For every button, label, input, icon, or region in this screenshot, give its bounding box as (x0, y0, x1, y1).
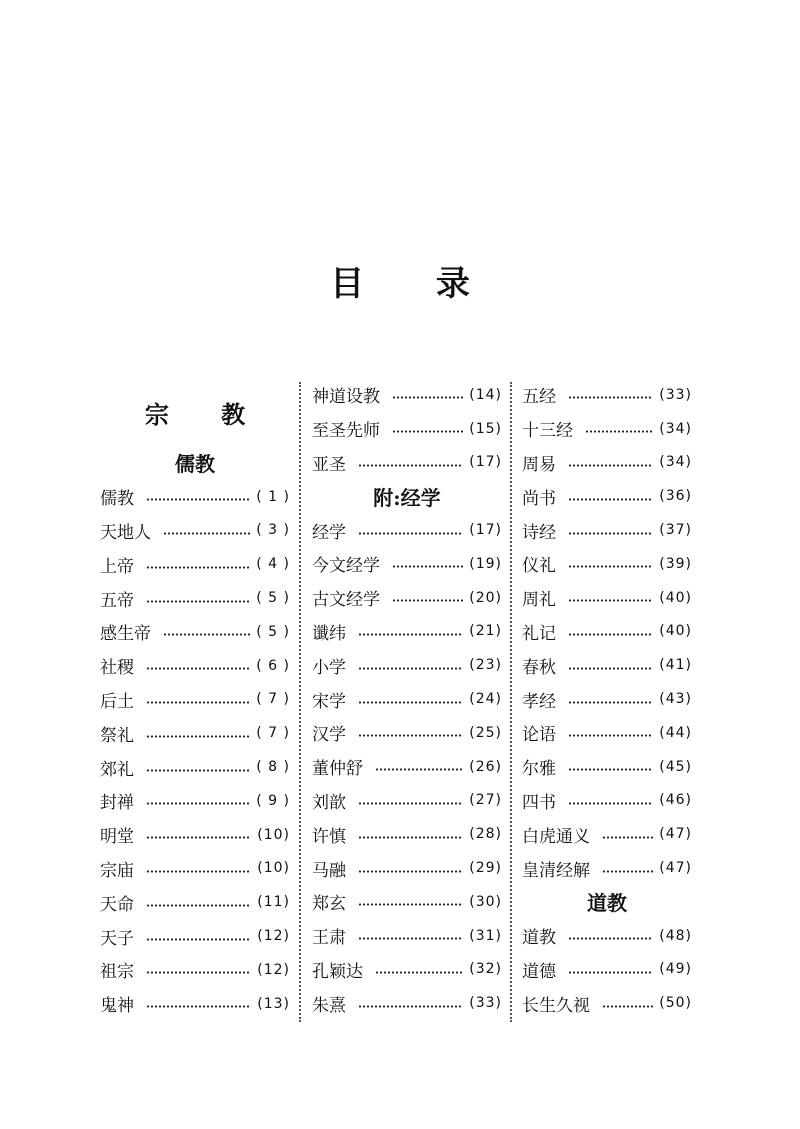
dot-leader (358, 902, 463, 907)
entry-page-number: (44) (659, 724, 692, 741)
toc-entry[interactable] (312, 513, 502, 547)
dot-leader (163, 531, 250, 536)
entry-page-number: (17) (469, 454, 502, 471)
toc-entry[interactable] (522, 851, 692, 885)
entry-page-number: (33) (659, 386, 692, 403)
entry-page-number: (27) (469, 792, 502, 809)
entry-page-number: (48) (659, 927, 692, 944)
dot-leader (358, 531, 463, 536)
entry-page-number: (37) (659, 522, 692, 539)
toc-entry[interactable] (522, 412, 692, 446)
entry-title: 许慎 (312, 826, 346, 847)
dot-leader (163, 632, 250, 637)
entry-page-number: (10) (257, 860, 290, 877)
toc-entry[interactable] (522, 716, 692, 750)
toc-entry[interactable] (100, 649, 290, 683)
entry-title: 汉学 (312, 725, 346, 746)
dot-leader (568, 700, 653, 705)
toc-entry[interactable] (312, 412, 502, 446)
entry-page-number: (49) (659, 961, 692, 978)
dot-leader (568, 767, 653, 772)
entry-page-number: (15) (469, 420, 502, 437)
entry-page-number: (26) (469, 758, 502, 775)
toc-entry[interactable] (522, 446, 692, 480)
entry-title: 道德 (522, 961, 556, 982)
entry-page-number: (25) (469, 724, 502, 741)
entry-title: 十三经 (522, 421, 573, 442)
entry-title: 四书 (522, 792, 556, 813)
entry-title: 儒教 (100, 489, 134, 510)
entry-title: 皇清经解 (522, 860, 590, 881)
entry-page-number: (28) (469, 826, 502, 843)
toc-entry[interactable] (312, 851, 502, 885)
dot-leader (568, 936, 653, 941)
section-heading: 附:经学 (373, 485, 441, 510)
toc-entry[interactable] (312, 986, 502, 1020)
toc-entry[interactable] (522, 615, 692, 649)
entry-page-number: (30) (469, 893, 502, 910)
entry-page-number: (19) (469, 555, 502, 572)
toc-entry[interactable] (100, 683, 290, 717)
toc-entry[interactable] (100, 615, 290, 649)
entry-page-number: (34) (659, 454, 692, 471)
dot-leader (146, 970, 251, 975)
toc-entry[interactable] (522, 378, 692, 412)
entry-title: 五经 (522, 387, 556, 408)
dot-leader (146, 937, 251, 942)
dot-leader (568, 801, 653, 806)
toc-entry[interactable] (312, 615, 502, 649)
toc-entry[interactable] (522, 817, 692, 851)
toc-entry[interactable] (100, 547, 290, 581)
entry-page-number: ( 6 ) (256, 657, 290, 674)
entry-title: 封禅 (100, 793, 134, 814)
entry-title: 仪礼 (522, 556, 556, 577)
dot-leader (358, 1004, 463, 1009)
entry-title: 明堂 (100, 827, 134, 848)
entry-title: 王肃 (312, 928, 346, 949)
entry-page-number: ( 4 ) (256, 556, 290, 573)
entry-title: 朱熹 (312, 995, 346, 1016)
dot-leader (146, 903, 251, 908)
entry-title: 五帝 (100, 590, 134, 611)
entry-page-number: ( 3 ) (256, 522, 290, 539)
page-title: 目 录 (330, 264, 500, 304)
toc-entry[interactable] (522, 547, 692, 581)
column-divider (299, 382, 301, 1022)
entry-page-number: ( 7 ) (256, 691, 290, 708)
dot-leader (146, 768, 250, 773)
section-heading: 道教 (587, 891, 627, 916)
toc-entry[interactable] (100, 716, 290, 750)
toc-entry[interactable] (312, 547, 502, 581)
entry-page-number: ( 9 ) (256, 792, 290, 809)
entry-title: 感生帝 (100, 624, 151, 645)
toc-entry[interactable] (312, 716, 502, 750)
entry-page-number: (41) (659, 657, 692, 674)
dot-leader (568, 632, 653, 637)
dot-leader (358, 666, 463, 671)
entry-title: 天命 (100, 894, 134, 915)
dot-leader (375, 767, 463, 772)
dot-leader (146, 1004, 251, 1009)
entry-title: 周易 (522, 454, 556, 475)
dot-leader (392, 395, 463, 400)
toc-entry[interactable] (522, 953, 692, 987)
dot-leader (568, 970, 653, 975)
dot-leader (392, 564, 463, 569)
toc-entry[interactable] (312, 784, 502, 818)
entry-page-number: (47) (659, 826, 692, 843)
entry-page-number: (11) (257, 894, 290, 911)
entry-title: 春秋 (522, 657, 556, 678)
entry-page-number: (40) (659, 589, 692, 606)
toc-entry[interactable] (100, 953, 290, 987)
entry-title: 小学 (312, 657, 346, 678)
entry-title: 天地人 (100, 522, 151, 543)
entry-page-number: (39) (659, 555, 692, 572)
entry-title: 祖宗 (100, 962, 134, 983)
toc-entry[interactable] (100, 750, 290, 784)
toc-entry[interactable] (100, 885, 290, 919)
entry-title: 长生久视 (522, 995, 590, 1016)
entry-title: 郊礼 (100, 759, 134, 780)
toc-entry[interactable] (522, 784, 692, 818)
toc-entry[interactable] (312, 953, 502, 987)
entry-page-number: (24) (469, 691, 502, 708)
toc-entry[interactable] (100, 514, 290, 548)
part-heading: 宗 教 (144, 399, 268, 429)
entry-page-number: (13) (257, 995, 290, 1012)
entry-title: 鬼神 (100, 996, 134, 1017)
dot-leader (568, 395, 653, 400)
entry-page-number: (10) (257, 826, 290, 843)
entry-title: 宋学 (312, 691, 346, 712)
entry-title: 社稷 (100, 658, 134, 679)
entry-title: 道教 (522, 928, 556, 949)
dot-leader (392, 598, 463, 603)
entry-title: 论语 (522, 725, 556, 746)
entry-page-number: ( 5 ) (256, 623, 290, 640)
dot-leader (375, 970, 463, 975)
toc-entry[interactable] (100, 919, 290, 953)
entry-page-number: (40) (659, 623, 692, 640)
dot-leader (568, 497, 653, 502)
entry-title: 刘歆 (312, 792, 346, 813)
entry-title: 郑玄 (312, 894, 346, 915)
entry-page-number: (50) (659, 995, 692, 1012)
toc-entry[interactable] (312, 648, 502, 682)
entry-page-number: (21) (469, 623, 502, 640)
toc-entry[interactable] (312, 446, 502, 480)
entry-page-number: (32) (469, 961, 502, 978)
entry-page-number: (46) (659, 792, 692, 809)
dot-leader (146, 599, 250, 604)
entry-title: 后土 (100, 691, 134, 712)
toc-entry[interactable] (312, 378, 502, 412)
entry-page-number: (34) (659, 420, 692, 437)
entry-page-number: (14) (469, 386, 502, 403)
entry-page-number: (36) (659, 488, 692, 505)
entry-title: 天子 (100, 928, 134, 949)
dot-leader (358, 733, 463, 738)
dot-leader (146, 497, 250, 502)
entry-title: 白虎通义 (522, 826, 590, 847)
toc-entry[interactable] (312, 682, 502, 716)
entry-title: 孔颖达 (312, 961, 363, 982)
dot-leader (392, 429, 463, 434)
toc-entry[interactable] (522, 479, 692, 513)
toc-column-3 (522, 378, 692, 1020)
entry-title: 谶纬 (312, 623, 346, 644)
dot-leader (358, 632, 463, 637)
dot-leader (358, 463, 463, 468)
dot-leader (358, 801, 463, 806)
dot-leader (358, 700, 463, 705)
entry-page-number: ( 5 ) (256, 590, 290, 607)
dot-leader (358, 835, 463, 840)
entry-page-number: (17) (469, 522, 502, 539)
toc-entry[interactable] (312, 885, 502, 919)
dot-leader (146, 869, 251, 874)
entry-page-number: (29) (469, 860, 502, 877)
entry-title: 至圣先师 (312, 421, 380, 442)
toc-entry[interactable] (312, 581, 502, 615)
dot-leader (568, 564, 653, 569)
dot-leader (568, 531, 653, 536)
dot-leader (602, 869, 653, 874)
toc-entry[interactable] (522, 750, 692, 784)
entry-page-number: (12) (257, 928, 290, 945)
toc-entry[interactable] (522, 919, 692, 953)
entry-page-number: (23) (469, 657, 502, 674)
toc-entry[interactable] (312, 817, 502, 851)
entry-page-number: (31) (469, 927, 502, 944)
toc-entry[interactable] (100, 852, 290, 886)
entry-title: 尚书 (522, 488, 556, 509)
dot-leader (602, 835, 653, 840)
entry-page-number: (20) (469, 589, 502, 606)
entry-title: 孝经 (522, 691, 556, 712)
entry-page-number: (43) (659, 691, 692, 708)
entry-page-number: (33) (469, 995, 502, 1012)
entry-page-number: ( 8 ) (256, 759, 290, 776)
entry-page-number: ( 1 ) (256, 488, 290, 505)
dot-leader (146, 801, 250, 806)
toc-entry[interactable] (522, 513, 692, 547)
entry-title: 礼记 (522, 623, 556, 644)
toc-entry[interactable] (522, 648, 692, 682)
entry-title: 董仲舒 (312, 759, 363, 780)
toc-column-2 (312, 378, 502, 1020)
entry-page-number: ( 7 ) (256, 725, 290, 742)
dot-leader (146, 666, 250, 671)
entry-title: 经学 (312, 522, 346, 543)
section-heading: 儒教 (175, 452, 215, 477)
entry-title: 神道设教 (312, 387, 380, 408)
toc-entry[interactable] (522, 682, 692, 716)
column-divider (510, 382, 512, 1022)
dot-leader (602, 1004, 653, 1009)
toc-column-1 (100, 378, 290, 1021)
dot-leader (358, 869, 463, 874)
dot-leader (146, 835, 251, 840)
entry-title: 亚圣 (312, 454, 346, 475)
dot-leader (358, 936, 463, 941)
toc-entry[interactable] (100, 581, 290, 615)
dot-leader (568, 598, 653, 603)
entry-title: 周礼 (522, 590, 556, 611)
toc-entry[interactable] (312, 750, 502, 784)
entry-title: 诗经 (522, 522, 556, 543)
toc-entry[interactable] (312, 919, 502, 953)
toc-entry[interactable] (100, 987, 290, 1021)
entry-title: 尔雅 (522, 759, 556, 780)
dot-leader (146, 700, 250, 705)
toc-entry[interactable] (522, 581, 692, 615)
toc-entry[interactable] (100, 480, 290, 514)
entry-page-number: (12) (257, 961, 290, 978)
entry-page-number: (45) (659, 758, 692, 775)
entry-title: 古文经学 (312, 590, 380, 611)
entry-title: 马融 (312, 860, 346, 881)
dot-leader (568, 666, 653, 671)
dot-leader (585, 429, 653, 434)
entry-title: 上帝 (100, 556, 134, 577)
toc-entry[interactable] (100, 784, 290, 818)
entry-page-number: (47) (659, 860, 692, 877)
dot-leader (568, 463, 653, 468)
entry-title: 今文经学 (312, 556, 380, 577)
dot-leader (146, 565, 250, 570)
toc-entry[interactable] (522, 986, 692, 1020)
dot-leader (146, 734, 250, 739)
entry-title: 宗庙 (100, 860, 134, 881)
dot-leader (568, 733, 653, 738)
entry-title: 祭礼 (100, 725, 134, 746)
toc-entry[interactable] (100, 818, 290, 852)
